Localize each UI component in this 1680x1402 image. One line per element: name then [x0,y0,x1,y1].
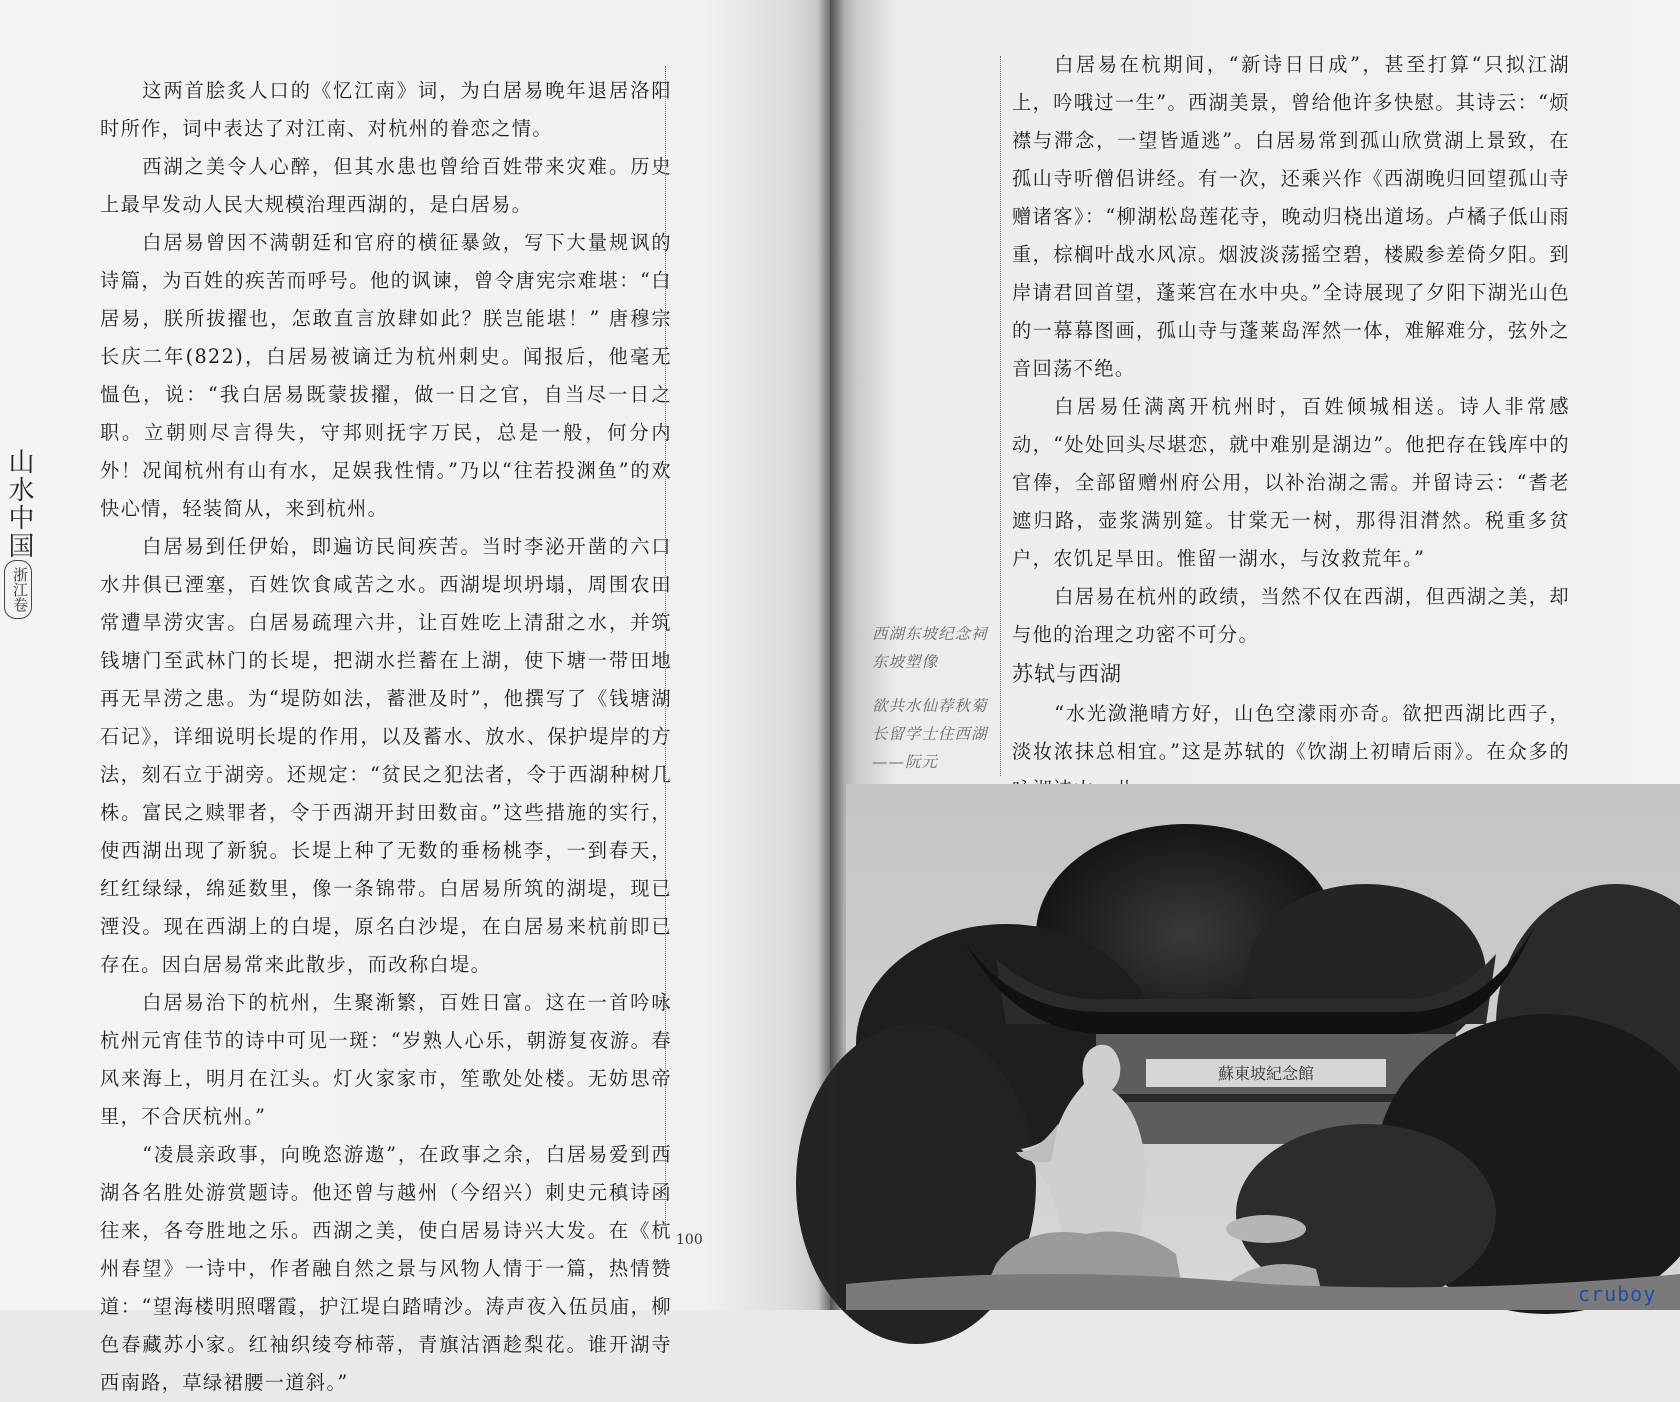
right-body-text [1012,46,1570,646]
paragraph: 白居易在杭期间，“新诗日日成”，甚至打算“只拟江湖上，吟哦过一生”。西湖美景，曾给他许多快慰。其诗云：“烦襟与滞念，一望皆遁逃”。白居易常到孤山欣赏湖上景致，在孤山寺听僧侣讲经。有一次，还乘兴作《西湖晚归回望孤山寺赠诸客》：“柳湖松岛莲花寺，晚动归桡出道场。卢橘子低山雨重，棕榈叶战水风凉。烟波淡荡摇空碧，楼殿参差倚夕阳。到岸请君回首望，蓬莱宫在水中央。”全诗展现了夕阳下湖光山色的一幕幕图画，孤山寺与蓬莱岛浑然一体，难解难分，弦外之音回荡不绝。 [1012,53,1570,380]
paragraph: “水光潋滟晴方好，山色空濛雨亦奇。欲把西湖比西子，淡妆浓抹总相宜。”这是苏轼的《饮湖上初晴后雨》。在众多的 [1012,702,1570,763]
caption-line: 长留学士住西湖 [872,725,988,743]
caption-line: 西湖东坡纪念祠 [872,625,988,643]
paragraph: 白居易治下的杭州，生聚渐繁，百姓日富。这在一首吟咏杭州元宵佳节的诗中可见一斑：“岁熟人心乐，朝游复夜游。春风来海上，明月在江头。灯火家家市，笙歌处处楼。无妨思帝里，不合厌杭州。” [100,991,672,1128]
paragraph: 这两首脍炙人口的《忆江南》词，为白居易晚年退居洛阳时所作，词中表达了对江南、对杭州的眷恋之情。 [100,79,672,140]
caption-line: ——阮元 [872,753,939,771]
caption-line: 欲共水仙荐秋菊 [872,697,988,715]
volume-tag: 浙江卷 [4,560,32,619]
pavilion-sign: 蘇東坡紀念館 [1217,1064,1315,1083]
column-rule [1000,56,1001,776]
paragraph: 白居易曾因不满朝廷和官府的横征暴敛，写下大量规讽的诗篇，为百姓的疾苦而呼号。他的讽谏，曾令唐宪宗难堪：“白居易，朕所拔擢也，怎敢直言放肆如此？朕岂能堪！” 唐穆宗长庆二年(822)，白居易被谪迁为杭州刺史。闻报后，他毫无愠色，说：“我白居易既蒙拔擢，做一日之官，自当尽一日之职。立朝则尽言得失，守邦则抚字万民，总是一般，何分内外！况闻杭州有山有水，足娱我性情。”乃以“往若投渊鱼”的欢快心情，轻装简从，来到杭州。 [100,231,672,520]
paragraph: 白居易到任伊始，即遍访民间疾苦。当时李泌开凿的六口水井俱已湮塞，百姓饮食咸苦之水。西湖堤坝坍塌，周围农田常遭旱涝灾害。白居易疏理六井，让百姓吃上清甜之水，并筑钱塘门至武林门的长堤，把湖水拦蓄在上湖，使下塘一带田地再无旱涝之患。为“堤防如法，蓄泄及时”，他撰写了《钱塘湖石记》，详细说明长堤的作用，以及蓄水、放水、保护堤岸的方法，刻石立于湖旁。还规定：“贫民之犯法者，令于西湖种树几株。富民之赎罪者，令于西湖开封田数亩。”这些措施的实行，使西湖出现了新貌。长堤上种了无数的垂杨桃李，一到春天，红红绿绿，绵延数里，像一条锦带。白居易所筑的湖堤，现已湮没。现在西湖上的白堤，原名白沙堤，在白居易来杭前即已存在。因白居易常来此散步，而改称白堤。 [100,535,672,976]
paragraph: “凌晨亲政事，向晚恣游遨”，在政事之余，白居易爱到西湖各名胜处游赏题诗。他还曾与越州（今绍兴）刺史元稹诗函往来，各夸胜地之乐。西湖之美，使白居易诗兴大发。在《杭州春望》一诗中，作者融自然之景与风物人情于一篇，热情赞道：“望海楼明照曙霞，护江堤白踏晴沙。涛声夜入伍员庙，柳色春藏苏小家。红袖织绫夸柿蒂，青旗沽酒趁梨花。谁开湖寺西南路，草绿裙腰一道斜。” [100,1143,672,1394]
paragraph: 西湖之美令人心醉，但其水患也曾给百姓带来灾难。历史上最早发动人民大规模治理西湖的，是白居易。 [100,155,672,216]
series-title: 山水中国 [4,448,34,560]
book-gutter-shadow [818,0,844,1310]
photo-statue-pavilion [846,784,1680,1310]
page-number: 100 [676,1232,703,1248]
left-body-text [100,72,672,1394]
left-page [0,0,830,1394]
paragraph: 白居易在杭州的政绩，当然不仅在西湖，但西湖之美，却与他的治理之功密不可分。 [1012,585,1570,646]
paragraph: 白居易任满离开杭州时，百姓倾城相送。诗人非常感动，“处处回头尽堪恋，就中难别是湖边”。他把存在钱库中的官俸，全部留赠州府公用，以补治湖之需。并留诗云：“耆老遮归路，壶浆满别筵。甘棠无一树，那得泪潸然。税重多贫户，农饥足旱田。惟留一湖水，与汝救荒年。” [1012,395,1570,570]
section-body-text [1012,695,1570,775]
photo-caption [872,620,992,776]
caption-line: 东坡塑像 [872,653,939,671]
photo-illustration [846,784,1680,1310]
section-title: 苏轼与西湖 [1012,662,1122,686]
column-rule [665,66,666,1236]
watermark: cruboy [1578,1282,1657,1306]
